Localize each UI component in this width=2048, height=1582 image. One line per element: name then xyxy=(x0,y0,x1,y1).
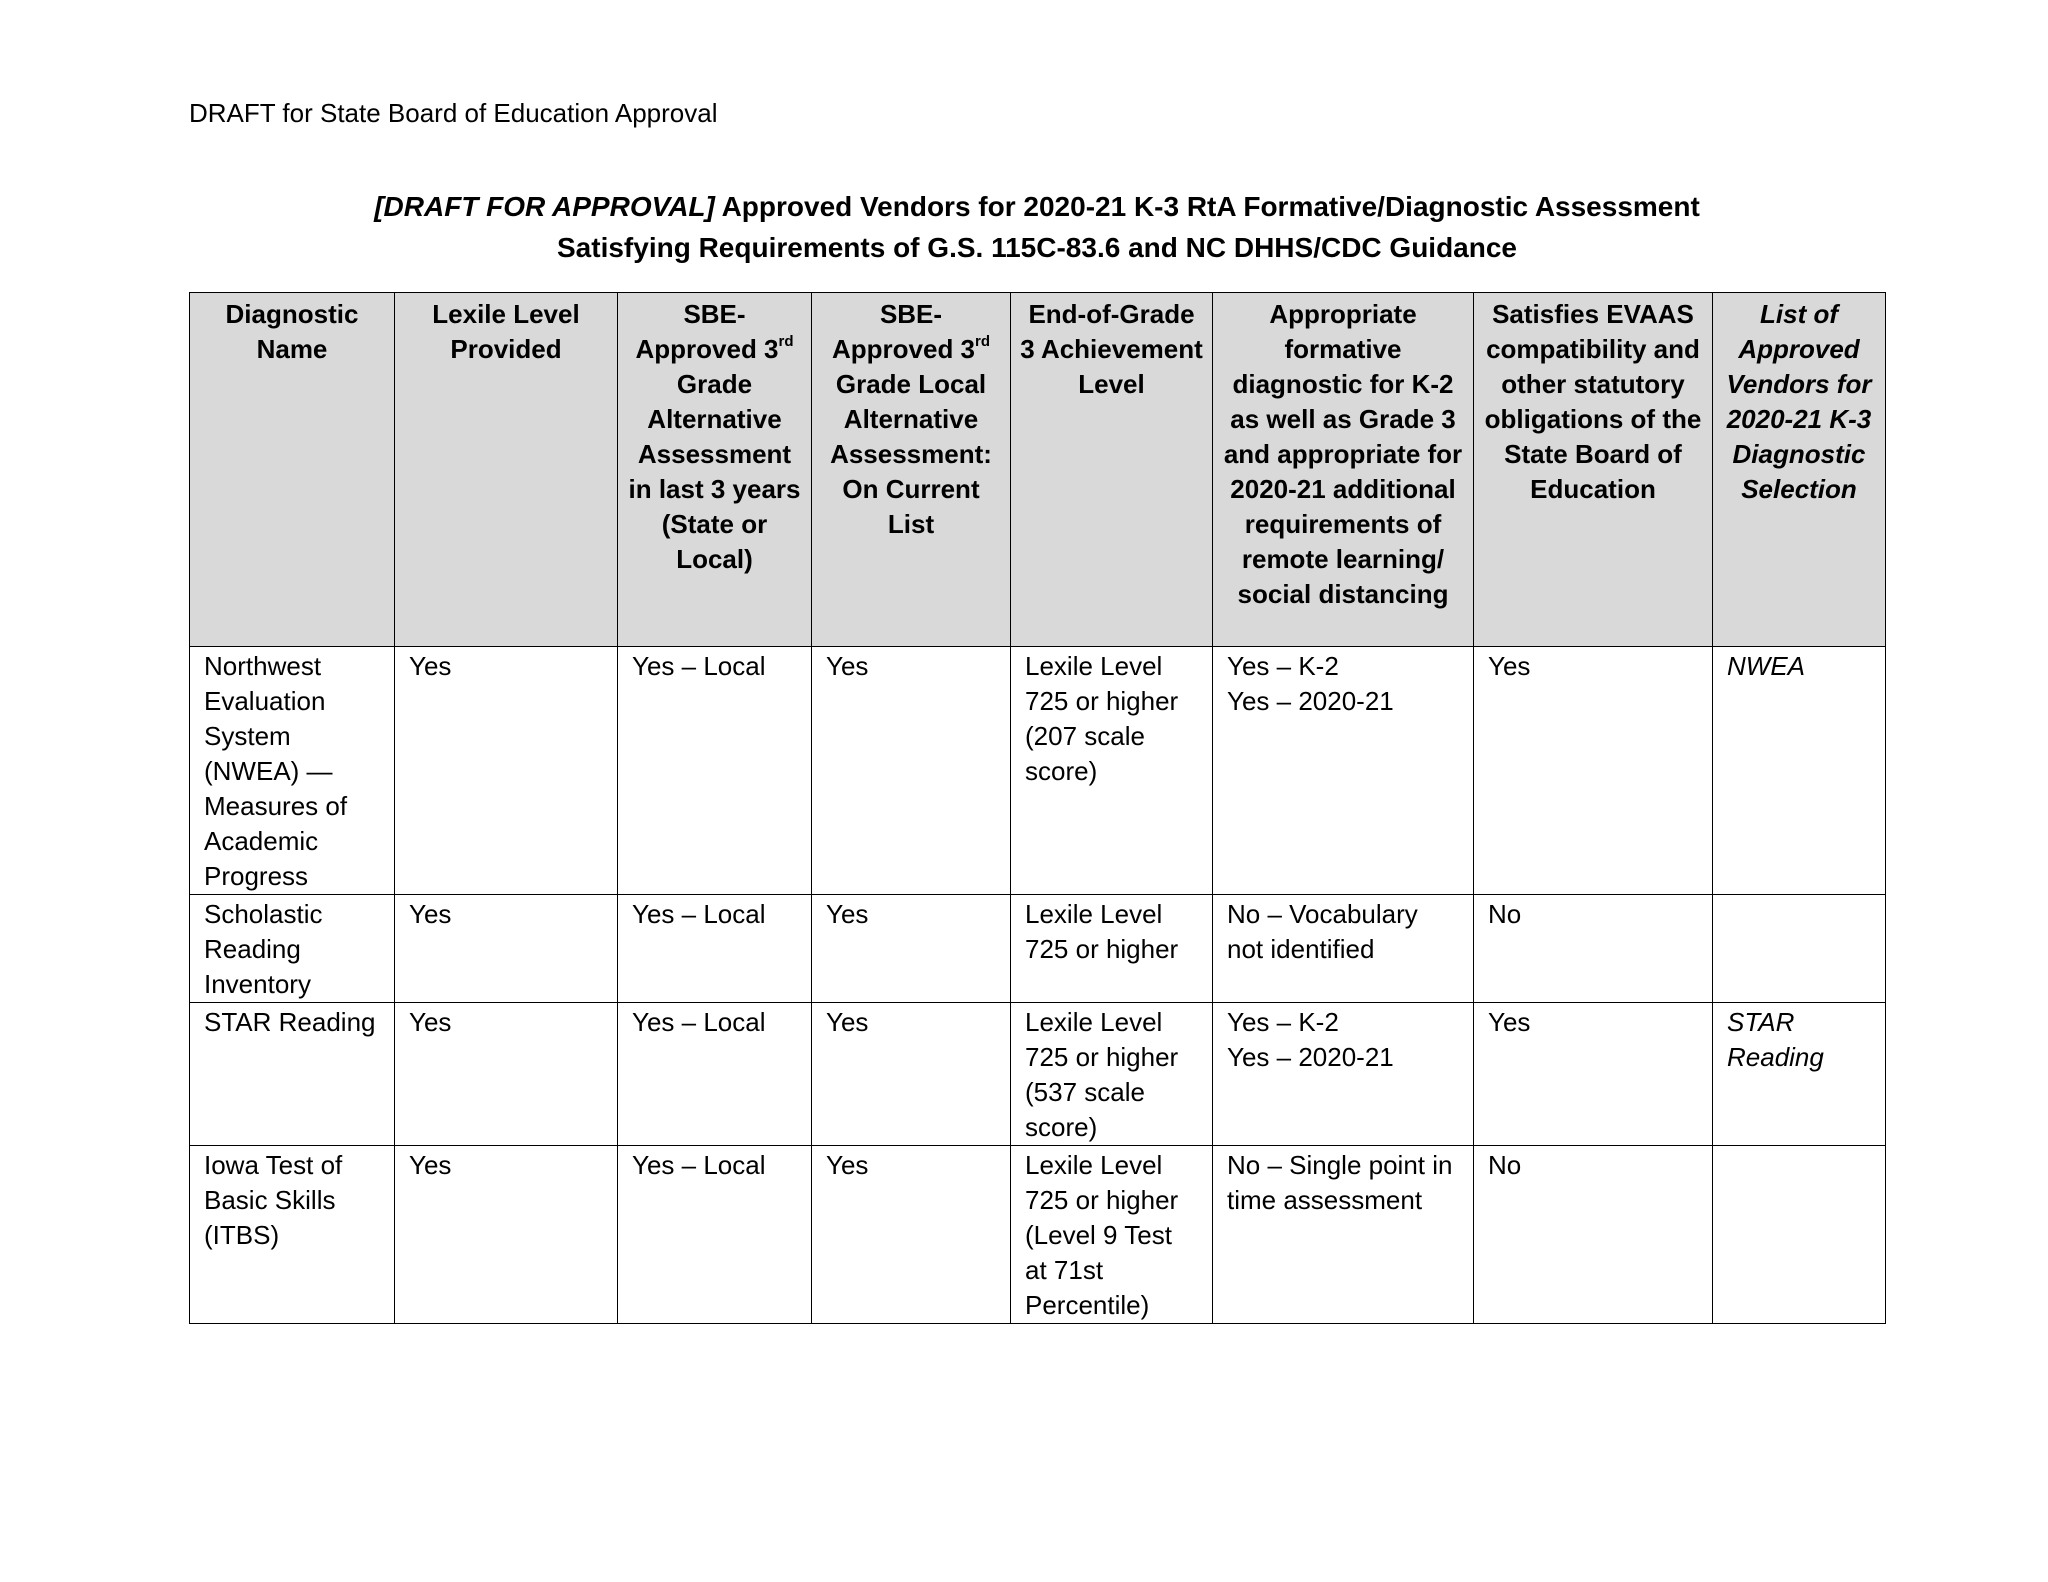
cell-diagnostic-name: Scholastic Reading Inventory xyxy=(190,895,395,1003)
table-row xyxy=(190,895,1886,1003)
cell-evaas: No xyxy=(1474,895,1713,1003)
cell-sbe-approved: Yes – Local xyxy=(618,1146,812,1324)
cell-lexile: Yes xyxy=(395,1003,618,1146)
cell-diagnostic-name: Iowa Test of Basic Skills (ITBS) xyxy=(190,1146,395,1324)
cell-approved-vendor: NWEA xyxy=(1713,647,1886,895)
header-lexile-level-provided: Lexile Level Provided xyxy=(395,293,618,647)
header-sbe-approved-current-list: SBE-Approved 3rd Grade Local Alternative Assessment: On Current List xyxy=(812,293,1011,647)
header-satisfies-evaas: Satisfies EVAAS compatibility and other statutory obligations of the State Board of Education xyxy=(1474,293,1713,647)
cell-formative: No – Single point in time assessment xyxy=(1213,1146,1474,1324)
cell-on-current-list: Yes xyxy=(812,1003,1011,1146)
draft-header-note: DRAFT for State Board of Education Approval xyxy=(189,98,718,128)
cell-approved-vendor xyxy=(1713,895,1886,1003)
cell-evaas: Yes xyxy=(1474,1003,1713,1146)
table-row xyxy=(190,647,1886,895)
cell-sbe-approved: Yes – Local xyxy=(618,1003,812,1146)
header-eog-achievement-level: End-of-Grade 3 Achievement Level xyxy=(1011,293,1213,647)
cell-formative: Yes – K-2 Yes – 2020-21 xyxy=(1213,647,1474,895)
cell-lexile: Yes xyxy=(395,647,618,895)
cell-sbe-approved: Yes – Local xyxy=(618,647,812,895)
table-header-row xyxy=(190,293,1886,647)
cell-on-current-list: Yes xyxy=(812,1146,1011,1324)
cell-sbe-approved: Yes – Local xyxy=(618,895,812,1003)
header-sbe-approved-alternative: SBE-Approved 3rd Grade Alternative Assessment in last 3 years (State or Local) xyxy=(618,293,812,647)
header-appropriate-formative: Appropriate formative diagnostic for K-2 as well as Grade 3 and appropriate for 2020-21 additional requirements of remote learning/ social distancing xyxy=(1213,293,1474,647)
cell-evaas: Yes xyxy=(1474,647,1713,895)
header-diagnostic-name: Diagnostic Name xyxy=(190,293,395,647)
cell-diagnostic-name: STAR Reading xyxy=(190,1003,395,1146)
cell-lexile: Yes xyxy=(395,895,618,1003)
cell-formative: Yes – K-2 Yes – 2020-21 xyxy=(1213,1003,1474,1146)
cell-on-current-list: Yes xyxy=(812,895,1011,1003)
cell-eog-level: Lexile Level 725 or higher (207 scale score) xyxy=(1011,647,1213,895)
table-row xyxy=(190,1003,1886,1146)
cell-eog-level: Lexile Level 725 or higher (537 scale score) xyxy=(1011,1003,1213,1146)
approved-vendors-table xyxy=(189,292,1886,1324)
cell-eog-level: Lexile Level 725 or higher xyxy=(1011,895,1213,1003)
cell-approved-vendor xyxy=(1713,1146,1886,1324)
table-row xyxy=(190,1146,1886,1324)
cell-approved-vendor: STAR Reading xyxy=(1713,1003,1886,1146)
cell-diagnostic-name: Northwest Evaluation System (NWEA) — Measures of Academic Progress xyxy=(190,647,395,895)
title-draft-lead: [DRAFT FOR APPROVAL] xyxy=(374,191,715,222)
title-line-1 xyxy=(189,186,1885,227)
cell-eog-level: Lexile Level 725 or higher (Level 9 Test at 71st Percentile) xyxy=(1011,1146,1213,1324)
cell-lexile: Yes xyxy=(395,1146,618,1324)
title-line-1-text: Approved Vendors for 2020-21 K-3 RtA Formative/Diagnostic Assessment xyxy=(714,191,1700,222)
header-approved-vendors-list: List of Approved Vendors for 2020-21 K-3 Diagnostic Selection xyxy=(1713,293,1886,647)
cell-evaas: No xyxy=(1474,1146,1713,1324)
title-line-2: Satisfying Requirements of G.S. 115C-83.6 and NC DHHS/CDC Guidance xyxy=(557,232,1517,263)
document-title xyxy=(189,186,1885,268)
cell-formative: No – Vocabulary not identified xyxy=(1213,895,1474,1003)
cell-on-current-list: Yes xyxy=(812,647,1011,895)
